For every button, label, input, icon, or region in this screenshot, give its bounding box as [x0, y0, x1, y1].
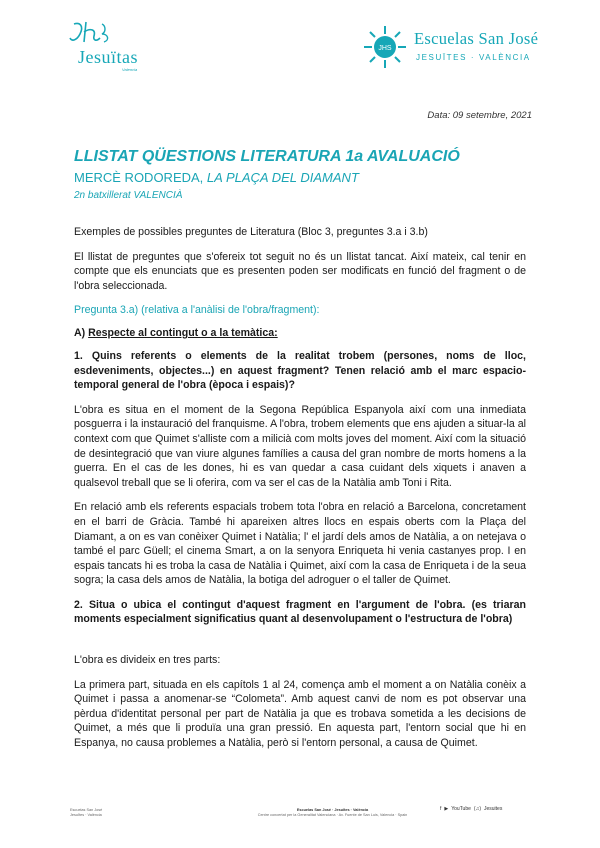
answer-1-paragraph-1: L'obra es situa en el moment de la Segona República Espanyola així com una inmediata posguerra i la instauració del franquisme. A l'obra, trobem elements que ens ajuden a situar-la al context com que Quimet s'alliste com a milicià com molts joves del moment. Així com la situació de desintegració que van viure algunes famílies a causa del gran nombre de morts homens a la guerra. En el cas de les dones, hi es van quedar a casa cuidant dels xiquets i anaven a qualsevol treball que se li oferira, com va ser el cas de la Natàlia amb Toni i Rita.	[74, 403, 526, 489]
answer-2-paragraph-1: L'obra es divideix en tres parts:	[74, 654, 221, 667]
page-title: LLISTAT QÜESTIONS LITERATURA 1a AVALUACIÓ	[74, 148, 460, 165]
section-heading	[74, 327, 526, 339]
document-body	[74, 146, 526, 751]
answer-2-paragraph-2: La primera part, situada en els capítols 1 al 24, comença amb el moment a on Natàlia conèix a Quimet i passa a anomenar-se “Colometa”. Amb aquest canvi de nom es pot observar una pèrdua d'identitat personal per part de Natàlia ja que es trobava sometida a les decisions de Quimet, a més que li produïa una gran pressió. En aquesta part, l'entorn social que hi en Espanya, no causa problemes a Natàlia, però si l'entorn personal, a causa de Quimet.	[74, 678, 526, 750]
footer-left	[70, 808, 190, 818]
question-1: 1. Quins referents o elements de la realitat trobem (persones, noms de lloc, esdeveniments, objectes...) en aquest fragment? Tenen relació amb el marc espacio-temporal general de l'obra (època i espais)?	[74, 349, 526, 392]
intro-text: Exemples de possibles preguntes de Literatura (Bloc 3, preguntes 3.a i 3.b)	[74, 226, 428, 238]
escuelas-san-jose-logo	[362, 24, 542, 74]
social-links	[440, 806, 502, 812]
footer-left-line-1: Escuelas San José	[70, 808, 103, 812]
facebook-icon[interactable]: f	[440, 806, 442, 812]
youtube-label[interactable]: YouTube	[451, 806, 471, 812]
document-date: Data: 09 setembre, 2021	[427, 110, 532, 121]
logo-subtitle: Valencia	[122, 67, 138, 72]
school-tagline: JESUÏTES · VALÈNCIA	[416, 53, 531, 62]
answer-1-paragraph-2: En relació amb els referents espacials trobem tota l'obra en relació a Barcelona, concretament en el barri de Gràcia. També hi apareixen altres llocs en espais oberts com la Plaça del Diamant, a on es van conèixer Quimet i Natàlia; l' el jardí dels amos de Natàlia, a on netejava o també el parc Güell; el cinema Smart, a on la senyora Enriqueta hi venia castanyes prop. I en espais tancats hi es troba la casa de Natàlia i Quimet, així com la casa de Enriqueta i de la seua sogra; la casa dels amos de Natàlia, la botiga del adroguer o el taller de Quimet.	[74, 501, 526, 587]
note-paragraph: El llistat de preguntes que s'ofereix tot seguit no és un llistat tancat. Així mateix, cal tenir en compte que els enunciats que es presenten poden ser modificats en funció del fragment o de l'obra seleccionada.	[74, 250, 526, 292]
author-name: MERCÈ RODOREDA,	[74, 170, 204, 185]
footer-left-line-2: Jesuïtes · València	[70, 813, 102, 817]
work-name: LA PLAÇA DEL DIAMANT	[206, 170, 359, 185]
course-label: 2n batxillerat VALENCIÀ	[74, 190, 183, 201]
social-handle[interactable]: Jesuites	[484, 806, 503, 812]
music-icon[interactable]: (♫)	[473, 806, 481, 812]
jesuitas-logo	[66, 20, 156, 72]
school-name: Escuelas San José	[414, 29, 539, 48]
footer-center-title: Escuelas San José · Jesuïtes · València	[296, 808, 369, 812]
youtube-icon[interactable]: ▶	[444, 806, 449, 812]
logo-wordmark: Jesuïtas	[78, 47, 138, 67]
svg-text:JHS: JHS	[378, 45, 392, 52]
section-title: Respecte al contingut o a la temàtica:	[88, 326, 278, 339]
question-2: 2. Situa o ubica el contingut d'aquest fragment en l'argument de l'obra. (es triaran moments especialment significatius quant al desenvolupament o l'estructura de l'obra)	[74, 598, 526, 626]
jhs-sun-emblem-icon	[362, 24, 408, 70]
page-footer	[70, 806, 540, 826]
question-heading: Pregunta 3.a) (relativa a l'anàlisi de l'obra/fragment):	[74, 304, 320, 317]
footer-center	[245, 808, 420, 818]
work-title	[74, 168, 526, 188]
section-prefix: A)	[74, 326, 89, 339]
footer-center-sub: Centre concertat per la Generalitat Valenciana · Av. Fuente de San Luis, Valencia · Spain	[257, 813, 408, 817]
